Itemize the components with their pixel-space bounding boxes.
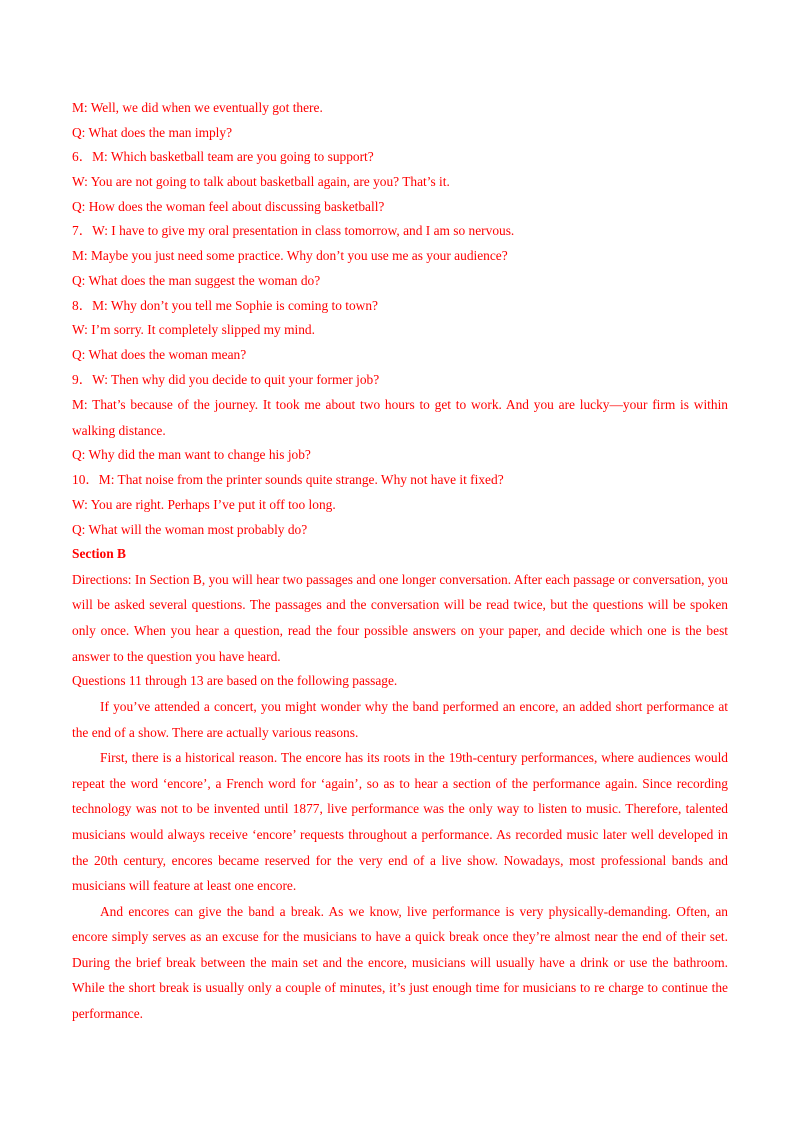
document-page — [72, 96, 728, 1027]
section-heading: Section B — [72, 546, 126, 562]
passage-paragraph: If you’ve attended a concert, you might wonder why the band performed an encore, an added short performance at the end of a show. There are actually various reasons. — [72, 698, 728, 740]
dialogue-line: M: Maybe you just need some practice. Why don’t you use me as your audience? — [72, 248, 508, 264]
dialogue-line: M: Well, we did when we eventually got there. — [72, 100, 323, 115]
passage-intro: Questions 11 through 13 are based on the following passage. — [72, 673, 398, 689]
dialogue-line: Q: What does the man suggest the woman do? — [72, 272, 321, 288]
dialogue-line: 6．M: Which basketball team are you going to support? — [72, 149, 374, 165]
dialogue-line: 10．M: That noise from the printer sounds quite strange. Why not have it fixed? — [72, 472, 504, 488]
dialogue-answer: M: That’s because of the journey. It took me about two hours to get to work. And you are lucky—your firm is within walking distance. — [72, 397, 728, 438]
dialogue-line: 9．W: Then why did you decide to quit your former job? — [72, 371, 380, 387]
dialogue-line: Q: What does the woman mean? — [72, 346, 247, 362]
dialogue-line: 7．W: I have to give my oral presentation in class tomorrow, and I am so nervous. — [72, 223, 515, 239]
dialogue-line: Q: What will the woman most probably do? — [72, 521, 308, 537]
dialogue-line: 8．M: Why don’t you tell me Sophie is coming to town? — [72, 297, 378, 313]
dialogue-line: Q: Why did the man want to change his job? — [72, 447, 311, 463]
dialogue-line: Q: How does the woman feel about discussing basketball? — [72, 198, 385, 214]
dialogue-line: W: You are right. Perhaps I’ve put it off too long. — [72, 496, 336, 512]
passage-paragraph: First, there is a historical reason. The encore has its roots in the 19th-century performances, where audiences would repeat the word ‘encore’, a French word for ‘again’, so as to hear a section of the performance again. Since recording technology was not to be invented until 1877, live performance was the only way to listen to music. Therefore, talented musicians would always receive ‘encore’ requests throughout a performance. As recorded music later well developed in the 20th century, encores became reserved for the very end of a live show. Nowadays, most professional bands and musicians will feature at least one encore. — [72, 750, 728, 894]
directions-paragraph: Directions: In Section B, you will hear two passages and one longer conversation. After each passage or conversation, you will be asked several questions. The passages and the conversation will be read twice, but the questions will be spoken only once. When you hear a question, read the four possible answers on your paper, and decide which one is the best answer to the question you have heard. — [72, 571, 728, 664]
dialogue-line: W: I’m sorry. It completely slipped my mind. — [72, 322, 315, 338]
dialogue-line: W: You are not going to talk about basketball again, are you? That’s it. — [72, 174, 450, 190]
passage-paragraph: And encores can give the band a break. As we know, live performance is very physically-demanding. Often, an encore simply serves as an excuse for the musicians to have a quick break once they’re almost near the end of their set. During the brief break between the main set and the encore, musicians will usually have a drink or use the bathroom. While the short break is usually only a couple of minutes, it’s just enough time for musicians to re charge to continue the performance. — [72, 903, 728, 1022]
dialogue-line: Q: What does the man imply? — [72, 124, 233, 140]
